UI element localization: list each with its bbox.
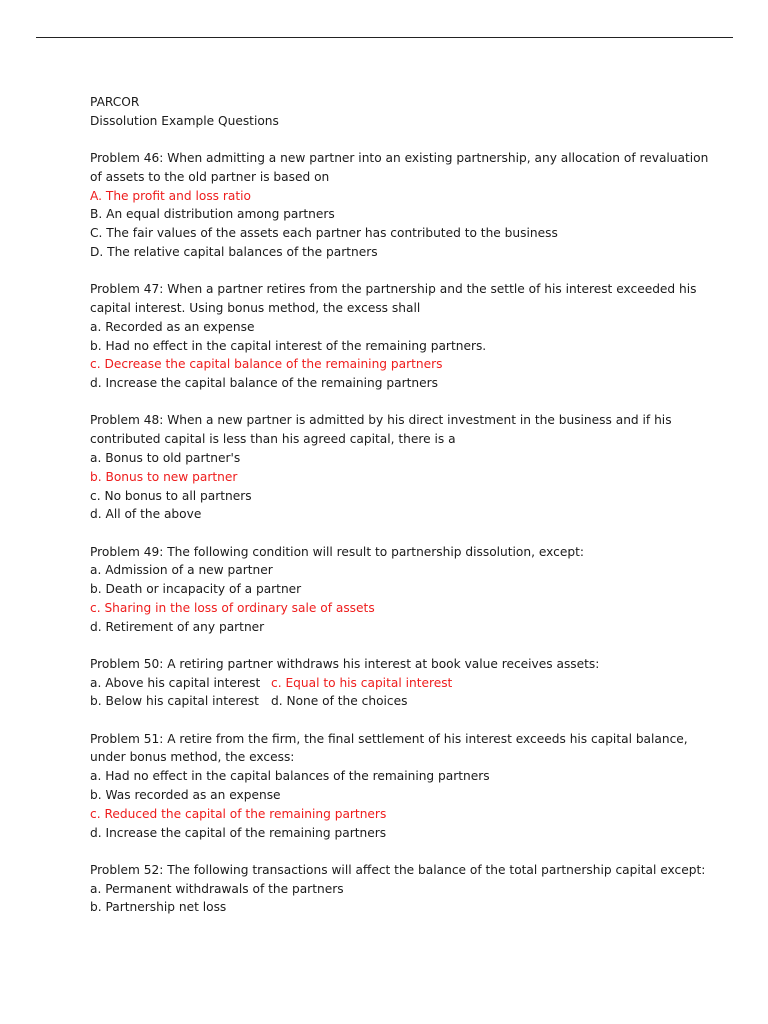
problem-50: [90, 655, 710, 711]
document-body: [90, 93, 710, 917]
option-d: d. All of the above: [90, 507, 202, 522]
question-text: Problem 51: A retire from the firm, the final settlement of his interest exceeds his capital balance, under bonus method, the excess:: [90, 731, 688, 765]
option-a: a. Above his capital interest: [90, 675, 261, 690]
option-d: D. The relative capital balances of the partners: [90, 244, 378, 259]
option-d: d. Retirement of any partner: [90, 619, 265, 634]
option-c-answer: c. Reduced the capital of the remaining partners: [90, 806, 387, 821]
question-text: Problem 50: A retiring partner withdraws his interest at book value receives assets:: [90, 656, 600, 671]
option-b: b. Below his capital interest: [90, 694, 259, 709]
doc-title: PARCOR: [90, 95, 140, 109]
option-a: a. Had no effect in the capital balances of the remaining partners: [90, 769, 490, 784]
option-a: a. Permanent withdrawals of the partners: [90, 881, 344, 896]
header-divider: [36, 37, 733, 38]
options-row-1: [90, 674, 710, 693]
option-b: b. Partnership net loss: [90, 900, 227, 915]
problem-46: [90, 149, 710, 262]
question-text: Problem 48: When a new partner is admitted by his direct investment in the business and if his contributed capital is less than his agreed capital, there is a: [90, 413, 672, 447]
question-text: Problem 47: When a partner retires from the partnership and the settle of his interest exceeded his capital interest. Using bonus method, the excess shall: [90, 282, 697, 315]
option-d: d. Increase the capital of the remaining partners: [90, 825, 387, 840]
option-c-answer: c. Decrease the capital balance of the remaining partners: [90, 357, 443, 372]
option-a: a. Admission of a new partner: [90, 563, 273, 578]
option-c: C. The fair values of the assets each partner has contributed to the business: [90, 226, 558, 241]
option-b: B. An equal distribution among partners: [90, 207, 335, 222]
question-text: Problem 49: The following condition will result to partnership dissolution, except:: [90, 544, 584, 559]
option-b: b. Was recorded as an expense: [90, 788, 281, 803]
problem-47: [90, 280, 710, 393]
question-text: Problem 52: The following transactions will affect the balance of the total partnership capital except:: [90, 862, 706, 877]
question-text: Problem 46: When admitting a new partner into an existing partnership, any allocation of revaluation of assets to the old partner is based on: [90, 150, 709, 184]
options-row-2: [90, 692, 710, 711]
option-b: b. Had no effect in the capital interest of the remaining partners.: [90, 338, 487, 353]
option-a: a. Bonus to old partner's: [90, 450, 241, 465]
option-a: a. Recorded as an expense: [90, 319, 255, 334]
option-c-answer: c. Equal to his capital interest: [271, 675, 453, 690]
option-a-answer: A. The profit and loss ratio: [90, 188, 251, 203]
option-d: d. Increase the capital balance of the remaining partners: [90, 376, 438, 391]
problem-49: [90, 543, 710, 637]
problem-48: [90, 411, 710, 524]
problem-51: [90, 730, 710, 843]
problem-52: [90, 861, 710, 917]
option-c-answer: c. Sharing in the loss of ordinary sale of assets: [90, 600, 375, 615]
option-d: d. None of the choices: [271, 694, 408, 709]
option-b-answer: b. Bonus to new partner: [90, 469, 238, 484]
option-b: b. Death or incapacity of a partner: [90, 582, 302, 597]
option-c: c. No bonus to all partners: [90, 488, 252, 503]
doc-subtitle: Dissolution Example Questions: [90, 113, 279, 128]
